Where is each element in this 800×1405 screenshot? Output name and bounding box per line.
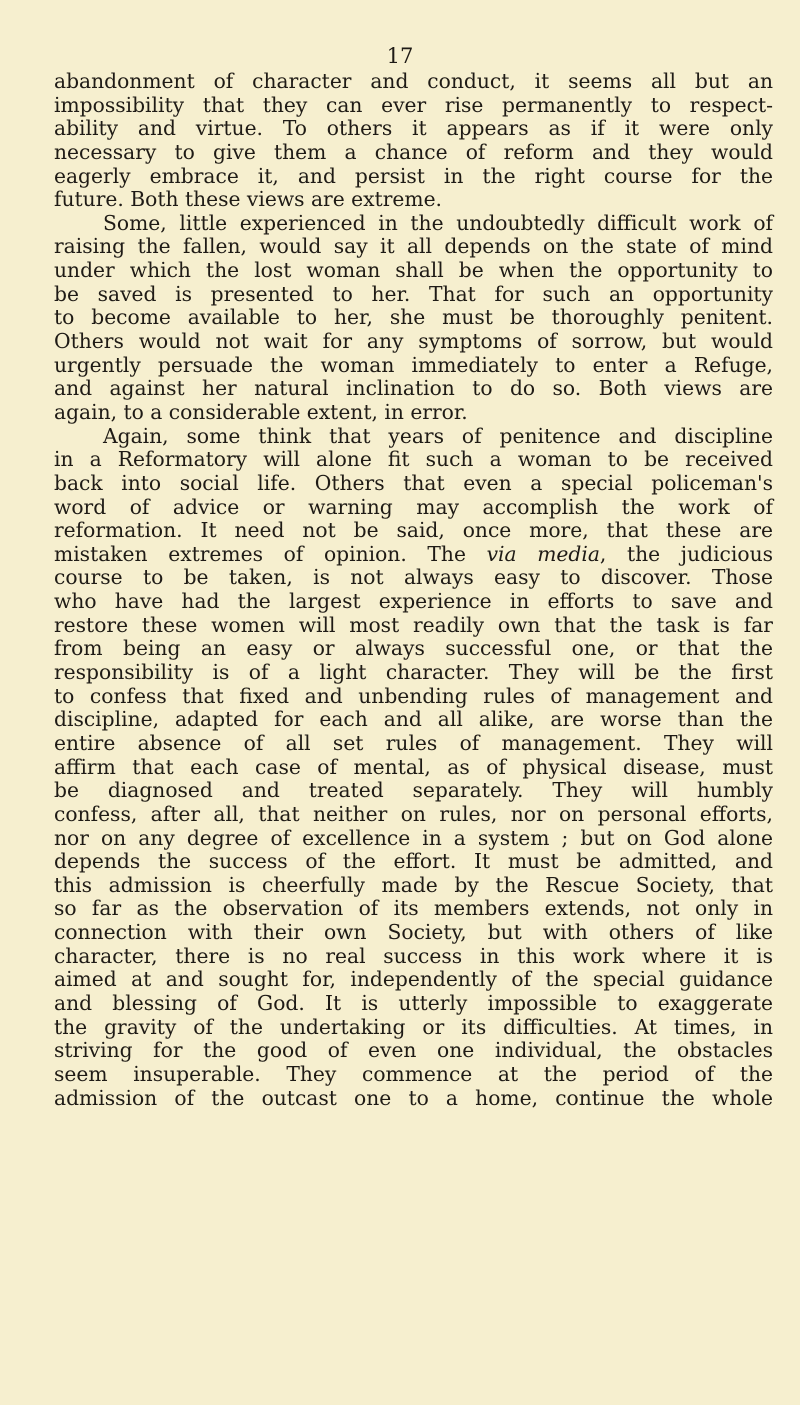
text-line: be saved is presented to her. That for such an opportunity	[54, 281, 773, 306]
text-line: necessary to give them a chance of reform and they would	[54, 139, 773, 164]
text-line: connection with their own Society, but with others of like	[54, 920, 773, 945]
text-line: Others would not wait for any symptoms of sorrow, but would	[54, 329, 773, 354]
text-line: to confess that fixed and unbending rules of management and	[54, 683, 773, 708]
text-line: so far as the observation of its members extends, not only in	[54, 896, 773, 921]
text-line: responsibility is of a light character. They will be the first	[54, 660, 773, 685]
text-line: word of advice or warning may accomplish the work of	[54, 494, 773, 519]
text-line: and against her natural inclination to do so. Both views are	[54, 376, 773, 401]
text-line: eagerly embrace it, and persist in the right course for the	[54, 163, 773, 188]
text-line: in a Reformatory will alone fit such a woman to be received	[54, 447, 773, 472]
text-line: future. Both these views are extreme.	[54, 187, 442, 212]
text-line: seem insuperable. They commence at the period of the	[54, 1061, 773, 1086]
text-line: restore these women will most readily own that the task is far	[54, 612, 773, 637]
text-line: again, to a considerable extent, in error.	[54, 399, 468, 424]
text-line: admission of the outcast one to a home, continue the whole	[54, 1085, 773, 1110]
text-line: from being an easy or always successful one, or that the	[54, 636, 773, 661]
text-line: entire absence of all set rules of management. They will	[54, 730, 773, 755]
text-line: character, there is no real success in this work where it is	[54, 943, 773, 968]
text-line: impossibility that they can ever rise permanently to respect-	[54, 92, 773, 117]
text-line: the gravity of the undertaking or its difficulties. At times, in	[54, 1014, 773, 1039]
text-line: raising the fallen, would say it all depends on the state of mind	[54, 234, 773, 259]
text-line: this admission is cheerfully made by the Rescue Society, that	[54, 872, 773, 897]
text-line: nor on any degree of excellence in a system ; but on God alone	[54, 825, 773, 850]
text-line: urgently persuade the woman immediately to enter a Refuge,	[54, 352, 773, 377]
italic-phrase: via media	[486, 541, 600, 566]
text-line: aimed at and sought for, independently of the special guidance	[54, 967, 773, 992]
text-line: confess, after all, that neither on rules, nor on personal efforts,	[54, 801, 773, 826]
text-line: under which the lost woman shall be when the opportunity to	[54, 258, 773, 283]
text-line: mistaken extremes of opinion. The via media, the judicious	[54, 541, 773, 566]
text-line: course to be taken, is not always easy to discover. Those	[54, 565, 773, 590]
text-line: to become available to her, she must be thoroughly penitent.	[54, 305, 773, 330]
text-line: be diagnosed and treated separately. They will humbly	[54, 778, 773, 803]
text-line: reformation. It need not be said, once more, that these are	[54, 518, 773, 543]
page-body-text	[54, 70, 773, 1110]
page-number: 17	[386, 44, 414, 68]
text-line: Some, little experienced in the undoubtedly difficult work of	[103, 210, 773, 235]
text-line: discipline, adapted for each and all alike, are worse than the	[54, 707, 773, 732]
text-line: depends the success of the effort. It must be admitted, and	[54, 849, 773, 874]
text-line: ability and virtue. To others it appears as if it were only	[54, 116, 773, 141]
text-line: who have had the largest experience in efforts to save and	[54, 589, 773, 614]
text-line: striving for the good of even one individual, the obstacles	[54, 1038, 773, 1063]
text-line: Again, some think that years of penitence and discipline	[103, 423, 773, 448]
text-line: and blessing of God. It is utterly impossible to exaggerate	[54, 990, 773, 1015]
text-line: affirm that each case of mental, as of physical disease, must	[54, 754, 773, 779]
text-line: abandonment of character and conduct, it seems all but an	[54, 69, 773, 93]
text-line: back into social life. Others that even a special policeman's	[54, 470, 773, 495]
